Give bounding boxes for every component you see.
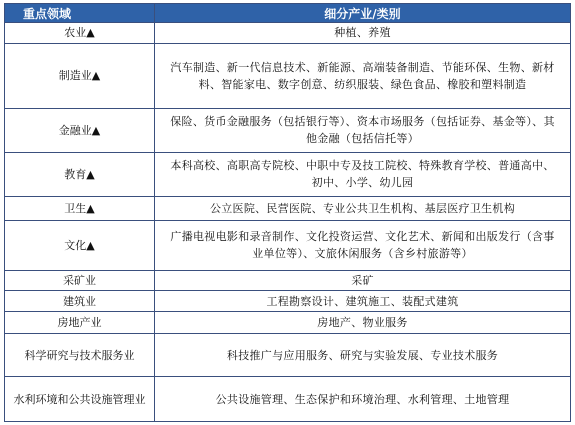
industry-table (4, 3, 571, 422)
category-cell: 农业▲ (5, 23, 155, 44)
category-cell: 水利环境和公共设施管理业 (5, 377, 155, 422)
table-row (5, 333, 571, 377)
category-cell: 金融业▲ (5, 109, 155, 153)
items-cell: 科技推广与应用服务、研究与实验发展、专业技术服务 (155, 333, 571, 377)
items-cell: 种植、养殖 (155, 23, 571, 44)
table-row (5, 109, 571, 153)
items-cell: 本科高校、高职高专院校、中职中专及技工院校、特殊教育学校、普通高中、初中、小学、幼儿园 (155, 152, 571, 197)
items-cell: 汽车制造、新一代信息技术、新能源、高端装备制造、节能环保、生物、新材料、智能家电、数字创意、纺织服装、绿色食品、橡胶和塑料制造 (155, 43, 571, 108)
header-sub-industry: 细分产业/类别 (155, 4, 571, 23)
items-cell: 工程勘察设计、建筑施工、装配式建筑 (155, 291, 571, 312)
items-cell: 公立医院、民营医院、专业公共卫生机构、基层医疗卫生机构 (155, 197, 571, 221)
table-row (5, 312, 571, 334)
table-header-row (5, 4, 571, 23)
header-key-field: 重点领域 (5, 4, 155, 23)
category-cell: 建筑业 (5, 291, 155, 312)
items-cell: 房地产、物业服务 (155, 312, 571, 334)
industry-table-container (4, 3, 571, 422)
table-row (5, 197, 571, 221)
table-row (5, 291, 571, 312)
category-cell: 采矿业 (5, 270, 155, 291)
table-row (5, 43, 571, 108)
table-row (5, 220, 571, 270)
table-row (5, 377, 571, 422)
category-cell: 文化▲ (5, 220, 155, 270)
category-cell: 卫生▲ (5, 197, 155, 221)
category-cell: 房地产业 (5, 312, 155, 334)
items-cell: 公共设施管理、生态保护和环境治理、水利管理、土地管理 (155, 377, 571, 422)
category-cell: 科学研究与技术服务业 (5, 333, 155, 377)
category-cell: 教育▲ (5, 152, 155, 197)
category-cell: 制造业▲ (5, 43, 155, 108)
table-row (5, 23, 571, 44)
table-row (5, 152, 571, 197)
table-row (5, 270, 571, 291)
items-cell: 采矿 (155, 270, 571, 291)
items-cell: 广播电视电影和录音制作、文化投资运营、文化艺术、新闻和出版发行（含事业单位等）、文旅休闲服务（含乡村旅游等） (155, 220, 571, 270)
items-cell: 保险、货币金融服务（包括银行等）、资本市场服务（包括证券、基金等）、其他金融（包括信托等） (155, 109, 571, 153)
